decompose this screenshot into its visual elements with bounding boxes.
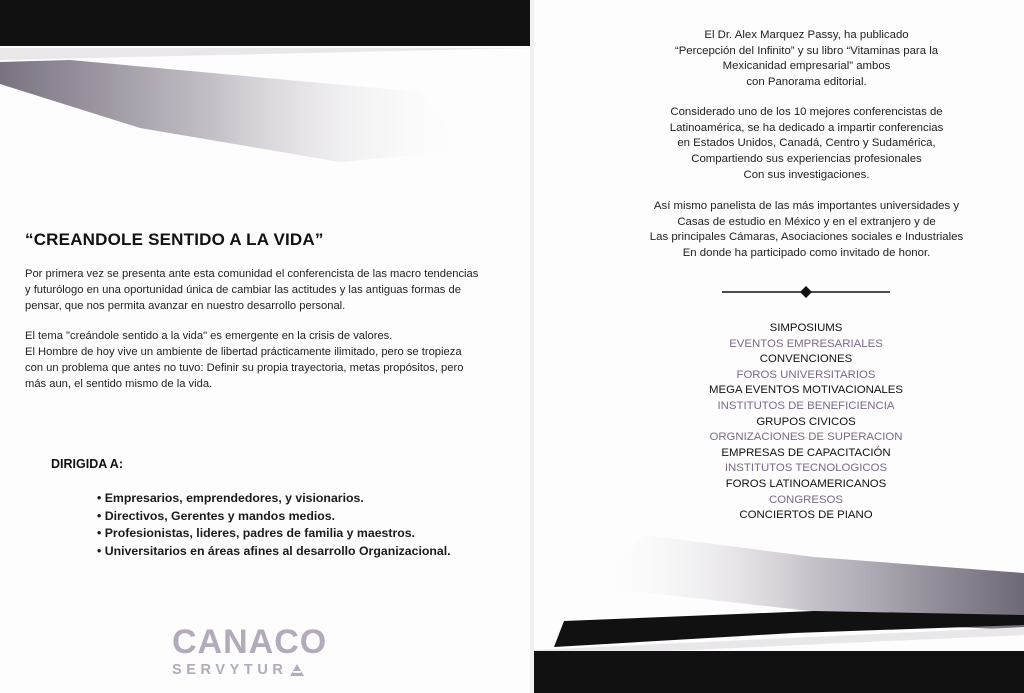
panelist-paragraph [634,199,979,262]
text-line: Latinoamérica, se ha dedicado a impartir conferencias [669,121,944,134]
logo-word-servytur: SERVYTUR [172,662,288,678]
text-line: en Estados Unidos, Canadá, Centro y Sudamérica, [677,137,936,150]
text-line: Así mismo panelista de las más importantes universidades y [653,200,960,212]
text-line: Casas de estudio en México y en el extranjero y de [677,215,936,228]
text-line: Por primera vez se presenta ante esta comunidad el conferencista de las macro tendencias [25,268,479,280]
text-line: pensar, que nos permita avanzar en nuestro desarrollo personal. [25,300,346,312]
text-line: Las principales Cámaras, Asociaciones sociales e Industriales [649,231,964,244]
theme-paragraph [25,328,510,392]
text-line: El Dr. Alex Marquez Passy, ha publicado [704,29,909,41]
logo-word-canaco: CANACO [172,623,328,661]
logo-servytur-row [172,662,342,678]
list-item: • Profesionistas, lideres, padres de familia y maestros. [97,525,451,543]
intro-paragraph [25,266,510,314]
services-list [661,321,951,524]
list-item: MEGA EVENTOS MOTIVACIONALES [709,384,903,397]
text-line: “Percepción del Infinito” y su libro “Vitaminas para la [674,44,939,57]
text-line: con Panorama editorial. [746,76,867,89]
list-item: GRUPOS CIVICOS [756,415,856,428]
text-line: y futurólogo en una oportunidad única de cambiar las actitudes y las antiguas formas de [25,284,461,296]
list-item: CONGRESOS [768,493,844,506]
list-item: • Empresarios, emprendedores, y visionarios. [97,490,451,508]
list-item: INSTITUTOS DE BENEFICIENCIA [717,399,895,412]
black-band [534,651,1024,693]
author-intro-paragraph [634,28,979,91]
light-band [0,48,530,60]
right-panel [534,0,1024,693]
list-item: • Directivos, Gerentes y mandos medios. [97,508,451,526]
gradient-ribbon [0,60,470,162]
page-title: “CREANDOLE SENTIDO A LA VIDA” [25,230,324,249]
audience-list [97,490,451,560]
text-line: con un problema que antes no tuvo: Definir su propia trayectoria, metas propósitos, pero [25,362,464,374]
list-item: EVENTOS EMPRESARIALES [729,337,883,350]
list-item: INSTITUTOS TECNOLOGICOS [724,462,888,475]
diamond-divider [722,285,890,299]
list-item: CONCIERTOS DE PIANO [739,509,873,522]
canaco-logo [172,624,342,678]
list-item: ORGNIZACIONES DE SUPERACION [709,431,903,444]
text-line: más aun, el sentido mismo de la vida. [25,378,213,390]
text-line: El tema "creándole sentido a la vida" es emergente en la crisis de valores. [25,330,393,342]
bottom-right-banner-decoration [534,525,1024,693]
audience-heading: DIRIGIDA A: [51,457,123,471]
black-band [0,0,530,46]
list-item: EMPRESAS DE CAPACITACIÓN [721,446,891,459]
list-item: FOROS LATINOAMERICANOS [725,477,887,490]
text-line: Mexicanidad empresarial” ambos [722,60,891,73]
text-line: En donde ha participado como invitado de honor. [682,247,931,260]
list-item: CONVENCIONES [759,353,853,366]
list-item: SIMPOSIUMS [769,322,843,334]
text-line: Considerado uno de los 10 mejores conferencistas de [670,106,943,118]
text-line: El Hombre de hoy vive un ambiente de libertad prácticamente ilimitado, pero se tropieza [25,346,462,358]
triangle-logo-icon [290,664,304,676]
text-line: Compartiendo sus experiencias profesionales [691,153,922,166]
list-item: • Universitarios en áreas afines al desarrollo Organizacional. [97,543,451,561]
list-item: FOROS UNIVERSITARIOS [736,368,876,381]
diamond-icon [800,286,812,298]
top-left-banner-decoration [0,0,530,170]
experience-paragraph [634,105,979,184]
text-line: Con sus investigaciones. [743,168,870,181]
